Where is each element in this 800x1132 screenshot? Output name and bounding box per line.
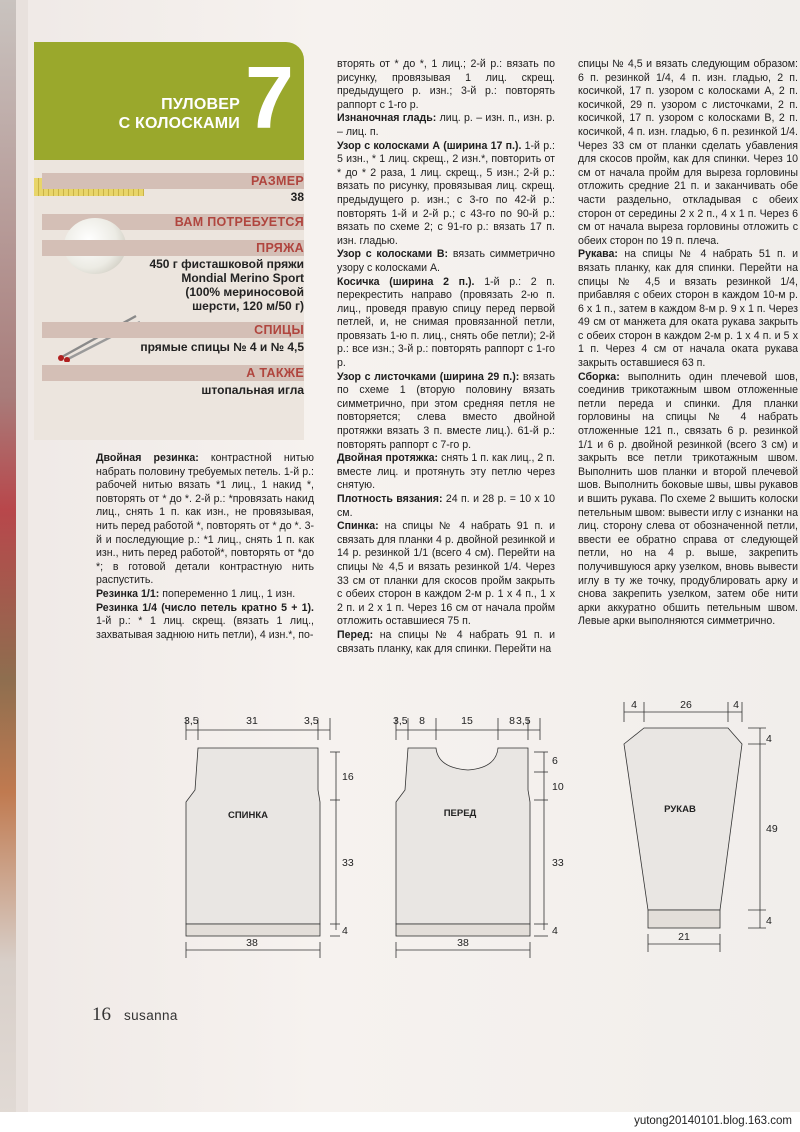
paragraph-text: 1-й р.: 5 изн., * 1 лиц. скрещ., 2 изн.*, повторить от * до * 2 раза, 1 лиц. скрещ., 5 изн.; 2-й р.: вязать по рисунку, провязывая лиц. скрещ. предыдущего р. изн.; с 3-го по 42-й р.: повторять 1-й и 2-й р.; с 43-го по 90-й р.: вязать по схеме 2; с 91-го р.: вязать 17 п. изн. гладью. [337,139,555,247]
dim-front-body: 33 [552,857,564,869]
paragraph-text: на спицы № 4 набрать 51 п. и вязать планку, как для спинки. Перейти на спицы № 4,5 и вязать резинкой 1/4, прибавляя с обеих сторон в каждом 10-м р. 6 х 1 п., затем в каждом 8-м р. 9 х 1 п. Через 49 см от манжета для оката рукава закрыть с обеих сторон в каждом 2-м р. 1 х 4 п. и 5 х 1 п. Через 4 см от начала оката рукава закрыть оставшиеся 63 п. [578,248,798,370]
needles-value: прямые спицы № 4 и № 4,5 [140,340,304,354]
paragraph-heading: Узор с листочками (ширина 29 п.): [337,370,520,383]
sleeve-schematic [624,702,766,952]
paragraph-heading: Узор с колосками А (ширина 17 п.). [337,139,522,152]
front-label: ПЕРЕД [443,808,477,819]
yarn-line-3: (100% мериносовой [185,285,304,299]
yarn-line-1: 450 г фисташковой пряжи [149,257,304,271]
dim-front-t1: 3,5 [393,715,408,727]
back-label: СПИНКА [227,810,269,821]
paragraph-heading: Косичка (ширина 2 п.). [337,275,475,288]
dim-front-t5: 3,5 [516,715,531,727]
paragraph-heading: Резинка 1/1: [96,587,160,600]
dim-sleeve-body: 49 [766,823,778,835]
paragraph-text: вязать по схеме 1 (вторую половину вязать симметрично, при этом средняя петля не повторяется; слева вместо двойной протяжки вязать 3 п. вместе лиц.). 61-й р.: повторять раппорт с 7-го р. [337,370,555,451]
paragraph-text: 1-й р.: 2 п. перекрестить направо (провязать 2-ю п. лиц., проведя правую спицу перед первой петлей, и, не снимая провязанной петли, провязать 1-ю п. лиц., снять обе петли); 2-й р.: все изн.; 3-й р.: повторять раппорт с 1-го р. [337,275,555,370]
magazine-brand: susanna [124,1008,178,1023]
pattern-number: 7 [245,48,294,147]
yarn-label: ПРЯЖА [256,241,304,255]
paragraph-heading: Рукава: [578,248,618,261]
yarn-line-2: Mondial Merino Sport [181,271,304,285]
paragraph-text: выполнить один плечевой шов, соединив трикотажным швом отложенные петли переда и спинки. Для планки горловины на спицы № 4 набрать отложенные 121 п., связать 6 р. резинкой 1/1 и 6 р. двойной резинкой (всего 3 см) и закрыть все петли трикотажным швом. Выполнить шов планки и второй плечевой шов. Выполнить боковые швы, швы рукавов и вшить рукава. По схеме 2 вышить колоски петельным швом: вывести иглу с изнанки на лиц. сторону слева от обозначенной петли, ввести ее обратно справа от следующей петли, но на 4 р. выше, закрепить получившуюся арку узелком, вновь вывести иглу в ту же точку, продублировать арку и снова закрепить узелком, затем обе нити арки аккуратно обшить петельным швом. Левые арки выполняются симметрично. [578,370,798,628]
dim-sleeve-t1: 4 [631,699,637,711]
paragraph-text: контрастной нитью набрать половину требуемых петель. 1-й р.: рабочей нитью вязать *1 лиц., 1 накид *, повторять от * до *. 2-й р.: *провязать накид лиц., снять 1 п. как изн., не провязывая, нить перед работой *, повторять от * до *. 3-й и последующие р.: *1 лиц., снять 1 п. как изн., нить перед работой*, повторять от *до *; в готовой детали контрастную нить распустить. [96,452,314,587]
paragraph-heading: Спинка: [337,520,379,533]
dim-front-width: 38 [457,937,469,949]
paragraph-text: спицы № 4,5 и вязать следующим образом: 6 п. резинкой 1/4, 4 п. изн. гладью, 2 п. косичкой, 17 п. узором с колосками А, 2 п. косичкой, 29 п. узором с листочками, 2 п. косичкой, 17 п. узором с колосками В, 2 п. косичкой, 4 п. изн. гладью, 6 п. резинкой 1/4. Через 33 см от планки сделать убавления для скосов пройм, как для спинки. Через 10 см от начала пройм для выреза горловины отложить средние 21 п. и заканчивать обе части раздельно, откладывая с обеих сторон от середины 2 х 2 п., 4 х 1 п. Через 6 см от начала выреза горловины отложить с обеих сторон по 19 п. плеча. [578,58,798,247]
title-line-1: ПУЛОВЕР [161,96,240,113]
dim-sleeve-cap: 4 [766,733,772,745]
front-schematic [396,718,548,958]
paragraph-heading: Двойная протяжка: [337,452,439,465]
paragraph-text: 24 п. и 28 р. = 10 х 10 см. [337,493,555,519]
dim-front-t3: 15 [461,715,473,727]
dim-back-armhole: 16 [342,771,354,783]
dim-front-neck: 6 [552,755,558,767]
paragraph-text: снять 1 п. как лиц., 2 п. вместе лиц. и протянуть эту петлю через снятую. [337,452,556,492]
paragraph-heading: Двойная резинка: [96,452,199,464]
dim-front-band: 4 [552,925,558,937]
also-label: А ТАКЖЕ [246,366,304,380]
need-label: ВАМ ПОТРЕБУЕТСЯ [174,215,304,229]
dim-sleeve-band: 4 [766,915,772,927]
dim-back-body: 33 [342,857,354,869]
dim-back-width: 38 [246,937,258,949]
paragraph-text: на спицы № 4 набрать 91 п. и связать планку, как для спинки. Перейти на [337,628,555,655]
dim-sleeve-t2: 26 [680,699,692,711]
size-label: РАЗМЕР [251,174,304,188]
dim-back-top-mid: 31 [246,715,258,727]
paragraph-heading: Перед: [337,628,374,641]
paragraph-text: 1-й р.: * 1 лиц. скрещ. (вязать 1 лиц., захватывая заднюю нить петли), 4 изн.*, по- [96,615,314,641]
dim-front-t4: 8 [509,715,515,727]
paragraph-text: на спицы № 4 набрать 91 п. и связать для планки 4 р. двойной резинкой и 14 р. резинкой 1/1 (всего 4 см). Перейти на спицы № 4,5 и вязать резинкой 1/4. Через 33 см от планки для скосов пройм закрыть с обеих сторон в каждом 2-м р. 1 х 4 п., 1 х 2 п. и 2 х 1 п. Через 16 см от начала пройм отложить оставшиеся 75 п. [337,520,555,628]
paragraph-heading: Узор с колосками В: [337,248,449,261]
title-line-2: С КОЛОСКАМИ [118,115,240,132]
paragraph-text: лиц. р. – изн. п., изн. р. – лиц. п. [337,112,555,138]
paragraph-heading: Плотность вязания: [337,493,443,505]
paragraph-heading: Резинка 1/4 (число петель кратно 5 + 1). [96,601,314,614]
paragraph-heading: Сборка: [578,370,620,383]
page-number: 16 [92,1004,111,1025]
paragraph-text: вторять от * до *, 1 лиц.; 2-й р.: вязать по рисунку, провязывая 1 лиц. скрещ. предыдущего р. изн.; 3-й р.: повторять раппорт с 1-го р. [337,58,555,111]
dim-front-armhole: 10 [552,781,564,793]
yarn-line-4: шерсти, 120 м/50 г) [192,299,304,313]
needles-label: СПИЦЫ [254,323,304,337]
sleeve-label: РУКАВ [664,804,696,815]
dim-back-top-left: 3,5 [184,715,199,727]
size-value: 38 [290,190,304,204]
also-value: штопальная игла [201,383,304,397]
paragraph-text: попеременно 1 лиц., 1 изн. [159,587,296,600]
dim-back-band: 4 [342,925,348,937]
dim-sleeve-t3: 4 [733,699,739,711]
paragraph-heading: Изнаночная гладь: [337,112,437,125]
paragraph-text: вязать симметрично узору с колосками А. [337,248,555,274]
watermark: yutong20140101.blog.163.com [634,1115,792,1127]
dim-front-t2: 8 [419,715,425,727]
dim-sleeve-width: 21 [678,931,690,943]
back-schematic [186,718,340,958]
dim-back-top-right: 3,5 [304,715,319,727]
